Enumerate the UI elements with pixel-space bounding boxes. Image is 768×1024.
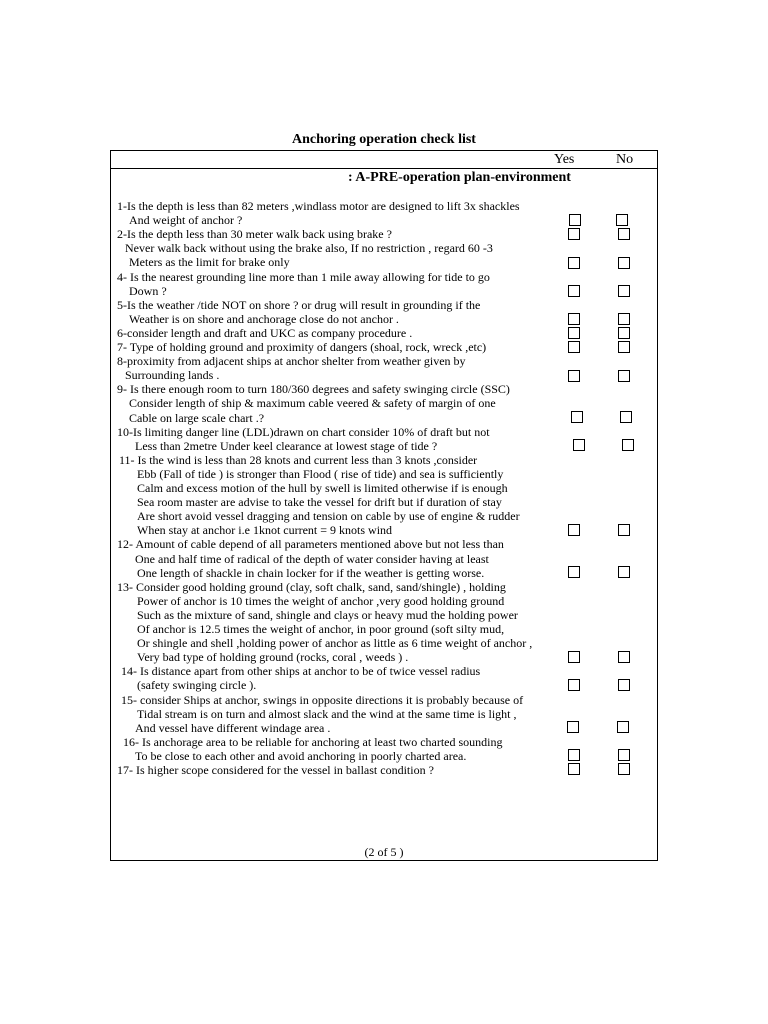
checkbox-no[interactable]: [618, 257, 630, 269]
checkbox-no[interactable]: [618, 370, 630, 382]
checkbox-yes[interactable]: [568, 763, 580, 775]
checkbox-yes[interactable]: [568, 257, 580, 269]
checkbox-yes[interactable]: [568, 228, 580, 240]
page-number: (2 of 5 ): [364, 845, 404, 859]
checkbox-yes[interactable]: [568, 370, 580, 382]
checkbox-yes[interactable]: [568, 679, 580, 691]
checkbox-yes[interactable]: [568, 313, 580, 325]
checkbox-yes[interactable]: [569, 214, 581, 226]
checklist-line: Sea room master are advise to take the vessel for drift but if duration of stay: [137, 495, 502, 510]
checklist-line: Less than 2metre Under keel clearance at lowest stage of tide ?: [135, 438, 438, 453]
checkbox-yes[interactable]: [568, 524, 580, 536]
page-title: Anchoring operation check list: [292, 132, 476, 147]
table-header-row: [111, 151, 657, 169]
checklist-line: 17- Is higher scope considered for the vessel in ballast condition ?: [117, 763, 434, 777]
checklist-line: Tidal stream is on turn and almost slack and the wind at the same time is light ,: [137, 706, 517, 721]
no-column-header: No: [616, 152, 634, 167]
checkbox-no[interactable]: [618, 566, 630, 578]
checkbox-yes[interactable]: [567, 721, 579, 733]
checklist-line: Ebb (Fall of tide ) is stronger than Flood ( rise of tide) and sea is sufficiently: [137, 466, 504, 481]
checkbox-no[interactable]: [618, 285, 630, 297]
checklist-line: 15- consider Ships at anchor, swings in opposite directions it is probably because of: [121, 692, 524, 707]
checkbox-no[interactable]: [622, 439, 634, 451]
checklist-line: Such as the mixture of sand, shingle and clays or heavy mud the holding power: [137, 607, 518, 622]
checkbox-yes[interactable]: [568, 327, 580, 339]
checkbox-yes[interactable]: [568, 566, 580, 578]
checkbox-yes[interactable]: [568, 749, 580, 761]
checklist-line: 7- Type of holding ground and proximity of dangers (shoal, rock, wreck ,etc): [117, 340, 487, 354]
checklist-line: 5-Is the weather /tide NOT on shore ? or drug will result in grounding if the: [117, 297, 481, 312]
checklist-line: And vessel have different windage area .: [135, 720, 331, 735]
checklist-line: One and half time of radical of the depth of water consider having at least: [135, 551, 489, 566]
checkbox-no[interactable]: [618, 749, 630, 761]
checklist-line: 11- Is the wind is less than 28 knots and current less than 3 knots ,consider: [119, 452, 478, 467]
checklist-line: Of anchor is 12.5 times the weight of anchor, in poor ground (soft silty mud,: [137, 622, 505, 636]
checkbox-no[interactable]: [618, 763, 630, 775]
checklist-line: Surrounding lands .: [125, 368, 220, 383]
checkbox-no[interactable]: [618, 679, 630, 691]
checklist-line: Consider length of ship & maximum cable veered & safety of margin of one: [129, 396, 496, 411]
checklist-line: Cable on large scale chart .?: [129, 410, 265, 425]
checklist-line: Weather is on shore and anchorage close do not anchor .: [129, 311, 399, 326]
checklist-line: 10-Is limiting danger line (LDL)drawn on chart consider 10% of draft but not: [117, 424, 490, 439]
checklist-line: Never walk back without using the brake also, If no restriction , regard 60 -3: [125, 241, 493, 256]
checklist-line: 14- Is distance apart from other ships at anchor to be of twice vessel radius: [121, 664, 481, 679]
checklist-line: Or shingle and shell ,holding power of anchor as little as 6 time weight of anchor ,: [137, 636, 533, 651]
checkbox-no[interactable]: [618, 341, 630, 353]
checklist-line: (safety swinging circle ).: [137, 678, 257, 693]
checkbox-yes[interactable]: [568, 651, 580, 663]
checkbox-no[interactable]: [618, 524, 630, 536]
checklist-line: One length of shackle in chain locker for if the weather is getting worse.: [137, 565, 485, 580]
checklist-line: Meters as the limit for brake only: [129, 255, 290, 270]
checklist-line: 1-Is the depth is less than 82 meters ,windlass motor are designed to lift 3x shackles: [117, 199, 520, 213]
yes-column-header: Yes: [554, 152, 575, 167]
checklist-line: 16- Is anchorage area to be reliable for anchoring at least two charted sounding: [123, 734, 503, 749]
checklist-table: [110, 150, 658, 861]
section-heading: : A-PRE-operation plan-environment: [348, 170, 571, 185]
checklist-line: Are short avoid vessel dragging and tension on cable by use of engine & rudder: [137, 509, 520, 524]
checkbox-no[interactable]: [618, 313, 630, 325]
checkbox-no[interactable]: [617, 721, 629, 733]
checkbox-yes[interactable]: [573, 439, 585, 451]
checklist-line: 12- Amount of cable depend of all parameters mentioned above but not less than: [117, 537, 504, 552]
checkbox-yes[interactable]: [571, 411, 583, 423]
checklist-line: 2-Is the depth less than 30 meter walk back using brake ?: [117, 227, 392, 242]
checklist-line: Very bad type of holding ground (rocks, coral , weeds ) .: [137, 650, 409, 665]
checklist-line: Power of anchor is 10 times the weight of anchor ,very good holding ground: [137, 593, 505, 608]
checkbox-yes[interactable]: [568, 341, 580, 353]
checkbox-no[interactable]: [618, 651, 630, 663]
checklist-line: When stay at anchor i.e 1knot current = 9 knots wind: [137, 523, 393, 538]
checkbox-yes[interactable]: [568, 285, 580, 297]
checklist-line: 4- Is the nearest grounding line more than 1 mile away allowing for tide to go: [117, 269, 490, 284]
checkbox-no[interactable]: [616, 214, 628, 226]
checkbox-no[interactable]: [618, 327, 630, 339]
checklist-line: And weight of anchor ?: [129, 213, 243, 228]
checklist-line: 13- Consider good holding ground (clay, soft chalk, sand, sand/shingle) , holding: [117, 579, 506, 594]
checklist-line: 9- Is there enough room to turn 180/360 degrees and safety swinging circle (SSC): [117, 382, 510, 397]
checkbox-no[interactable]: [620, 411, 632, 423]
checklist-line: 6-consider length and draft and UKC as company procedure .: [117, 325, 413, 340]
checklist-line: Calm and excess motion of the hull by swell is limited otherwise if is enough: [137, 481, 508, 495]
checklist-line: 8-proximity from adjacent ships at anchor shelter from weather given by: [117, 354, 466, 369]
checklist-line: Down ?: [129, 283, 167, 298]
checklist-line: To be close to each other and avoid anchoring in poorly charted area.: [135, 748, 467, 763]
checkbox-no[interactable]: [618, 228, 630, 240]
